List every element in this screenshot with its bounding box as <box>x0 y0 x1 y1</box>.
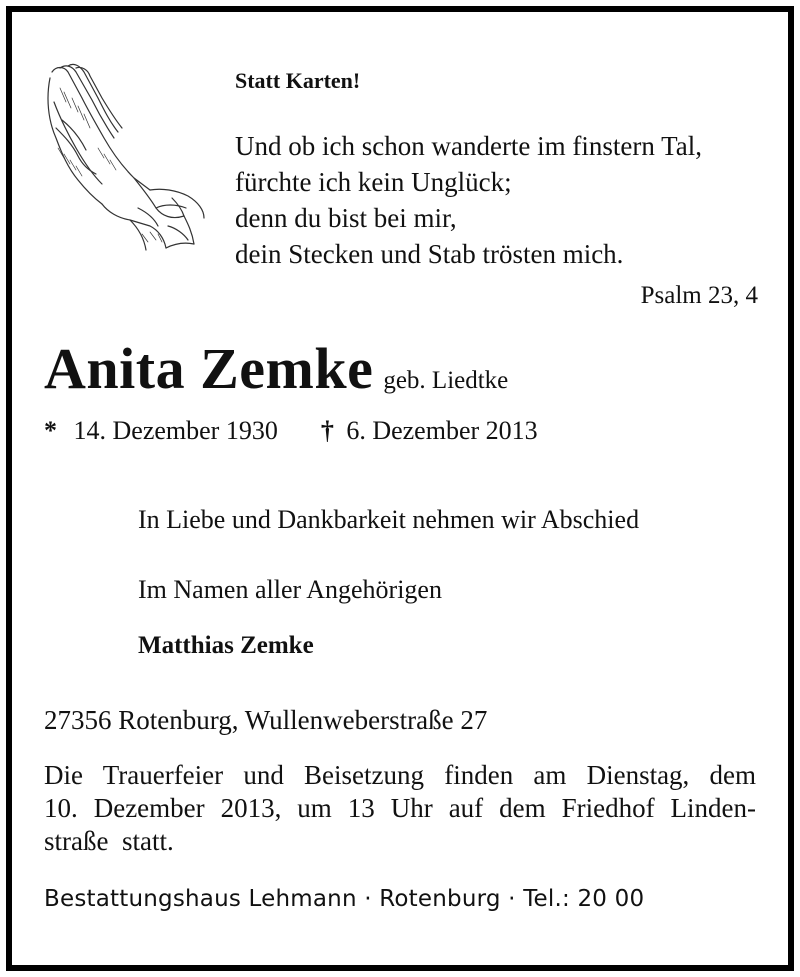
life-dates <box>44 418 538 444</box>
death-symbol: † <box>320 416 334 445</box>
birth-date: 14. Dezember 1930 <box>73 416 278 445</box>
farewell-text: In Liebe und Dankbarkeit nehmen wir Abschied <box>138 505 640 534</box>
verse-line: fürchte ich kein Unglück; <box>235 167 512 197</box>
praying-hands-icon <box>38 58 208 258</box>
deceased-name-line <box>44 336 509 401</box>
deceased-name: Anita Zemke <box>44 336 374 401</box>
funeral-home-footer: Bestattungshaus Lehmann · Rotenburg · Tel.: 20 00 <box>44 886 645 912</box>
verse-reference: Psalm 23, 4 <box>640 282 758 309</box>
maiden-name: geb. Liedtke <box>383 367 509 394</box>
bible-verse <box>235 128 702 272</box>
verse-line: dein Stecken und Stab trösten mich. <box>235 239 624 269</box>
birth-symbol: * <box>44 416 57 445</box>
verse-line: denn du bist bei mir, <box>235 203 457 233</box>
verse-line: Und ob ich schon wanderte im finstern Tal, <box>235 131 703 161</box>
service-line: straße statt. <box>44 826 174 856</box>
address: 27356 Rotenburg, Wullenweberstraße 27 <box>44 705 488 735</box>
service-line: 10. Dezember 2013, um 13 Uhr auf dem Friedhof Linden- <box>44 793 756 823</box>
statt-karten-heading: Statt Karten! <box>235 68 361 93</box>
death-date: 6. Dezember 2013 <box>346 416 538 445</box>
service-line: Die Trauerfeier und Beisetzung finden am Dienstag, dem <box>44 760 756 790</box>
signer-name: Matthias Zemke <box>138 632 314 659</box>
service-announcement <box>44 759 756 858</box>
on-behalf-text: Im Namen aller Angehörigen <box>138 575 442 604</box>
